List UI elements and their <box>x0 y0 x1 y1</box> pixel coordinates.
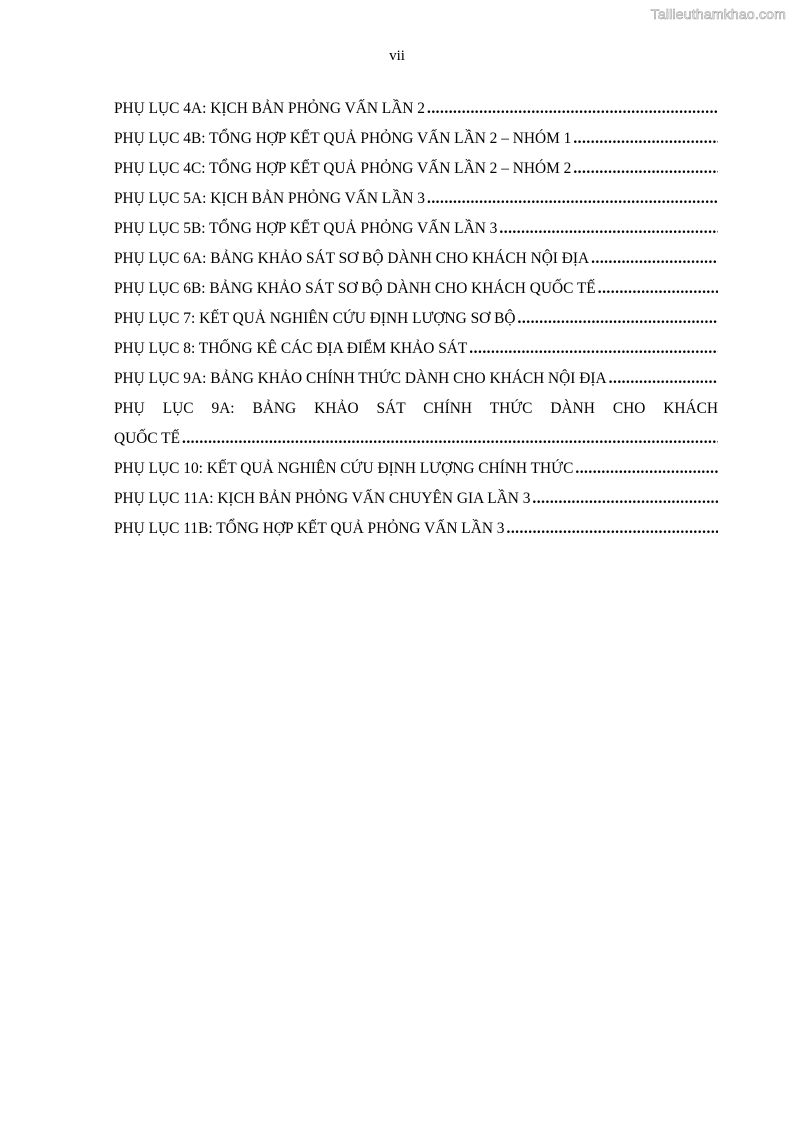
toc-entry-phu-luc-11a[interactable] <box>114 484 718 514</box>
dot-leader <box>427 184 718 214</box>
dot-leader <box>573 124 718 154</box>
dot-leader <box>573 154 718 184</box>
toc-entry-title: PHỤ LỤC 9A: BẢNG KHẢO CHÍNH THỨC DÀNH CHO KHÁCH NỘI ĐỊA <box>114 370 607 387</box>
toc-entry-title-line2: QUỐC TẾ <box>114 430 180 447</box>
watermark-text: Tailieuthamkhao.com <box>650 6 786 22</box>
toc-entry-title: PHỤ LỤC 6B: BẢNG KHẢO SÁT SƠ BỘ DÀNH CHO KHÁCH QUỐC TẾ <box>114 280 596 297</box>
toc-entry-phu-luc-7[interactable] <box>114 304 718 334</box>
toc-entry-title: PHỤ LỤC 5B: TỔNG HỢP KẾT QUẢ PHỎNG VẤN LẦN 3 <box>114 220 498 237</box>
page-number: vii <box>389 48 405 64</box>
dot-leader <box>575 454 718 484</box>
dot-leader <box>469 334 718 364</box>
toc-entry-title: PHỤ LỤC 6A: BẢNG KHẢO SÁT SƠ BỘ DÀNH CHO KHÁCH NỘI ĐỊA <box>114 250 590 267</box>
toc-entry-title: PHỤ LỤC 4A: KỊCH BẢN PHỎNG VẤN LẦN 2 <box>114 100 425 117</box>
dot-leader <box>182 424 718 454</box>
dot-leader <box>506 514 718 544</box>
toc-entry-title: PHỤ LỤC 8: THỐNG KÊ CÁC ĐỊA ĐIỂM KHẢO SÁT <box>114 340 468 357</box>
toc-entry-phu-luc-5a[interactable] <box>114 184 718 214</box>
dot-leader <box>591 244 718 274</box>
toc-entry-phu-luc-4c[interactable] <box>114 154 718 184</box>
toc-entry-phu-luc-9a-noi-dia[interactable] <box>114 364 718 394</box>
toc-entry-phu-luc-5b[interactable] <box>114 214 718 244</box>
toc-entry-title: PHỤ LỤC 7: KẾT QUẢ NGHIÊN CỨU ĐỊNH LƯỢNG SƠ BỘ <box>114 310 516 327</box>
toc-entry-title-line1: PHỤ LỤC 9A: BẢNG KHẢO SÁT CHÍNH THỨC DÀNH CHO KHÁCH <box>114 400 718 417</box>
dot-leader <box>609 364 718 394</box>
dot-leader <box>598 274 718 304</box>
toc-entry-title: PHỤ LỤC 4C: TỔNG HỢP KẾT QUẢ PHỎNG VẤN LẦN 2 – NHÓM 2 <box>114 160 572 177</box>
dot-leader <box>499 214 718 244</box>
table-of-contents <box>114 94 718 544</box>
toc-entry-phu-luc-10[interactable] <box>114 454 718 484</box>
dot-leader <box>532 484 718 514</box>
toc-entry-phu-luc-9a-quoc-te[interactable] <box>114 394 718 454</box>
toc-entry-phu-luc-4a[interactable] <box>114 94 718 124</box>
toc-entry-phu-luc-8[interactable] <box>114 334 718 364</box>
toc-entry-title: PHỤ LỤC 10: KẾT QUẢ NGHIÊN CỨU ĐỊNH LƯỢNG CHÍNH THỨC <box>114 460 574 477</box>
dot-leader <box>518 304 718 334</box>
toc-entry-title: PHỤ LỤC 11A: KỊCH BẢN PHỎNG VẤN CHUYÊN GIA LẦN 3 <box>114 490 531 507</box>
toc-entry-phu-luc-4b[interactable] <box>114 124 718 154</box>
toc-entry-phu-luc-11b[interactable] <box>114 514 718 544</box>
toc-entry-title: PHỤ LỤC 5A: KỊCH BẢN PHỎNG VẤN LẦN 3 <box>114 190 425 207</box>
toc-entry-title: PHỤ LỤC 4B: TỔNG HỢP KẾT QUẢ PHỎNG VẤN LẦN 2 – NHÓM 1 <box>114 130 572 147</box>
dot-leader <box>427 94 718 124</box>
toc-entry-phu-luc-6a[interactable] <box>114 244 718 274</box>
toc-entry-title: PHỤ LỤC 11B: TỔNG HỢP KẾT QUẢ PHỎNG VẤN LẦN 3 <box>114 520 505 537</box>
toc-entry-phu-luc-6b[interactable] <box>114 274 718 304</box>
